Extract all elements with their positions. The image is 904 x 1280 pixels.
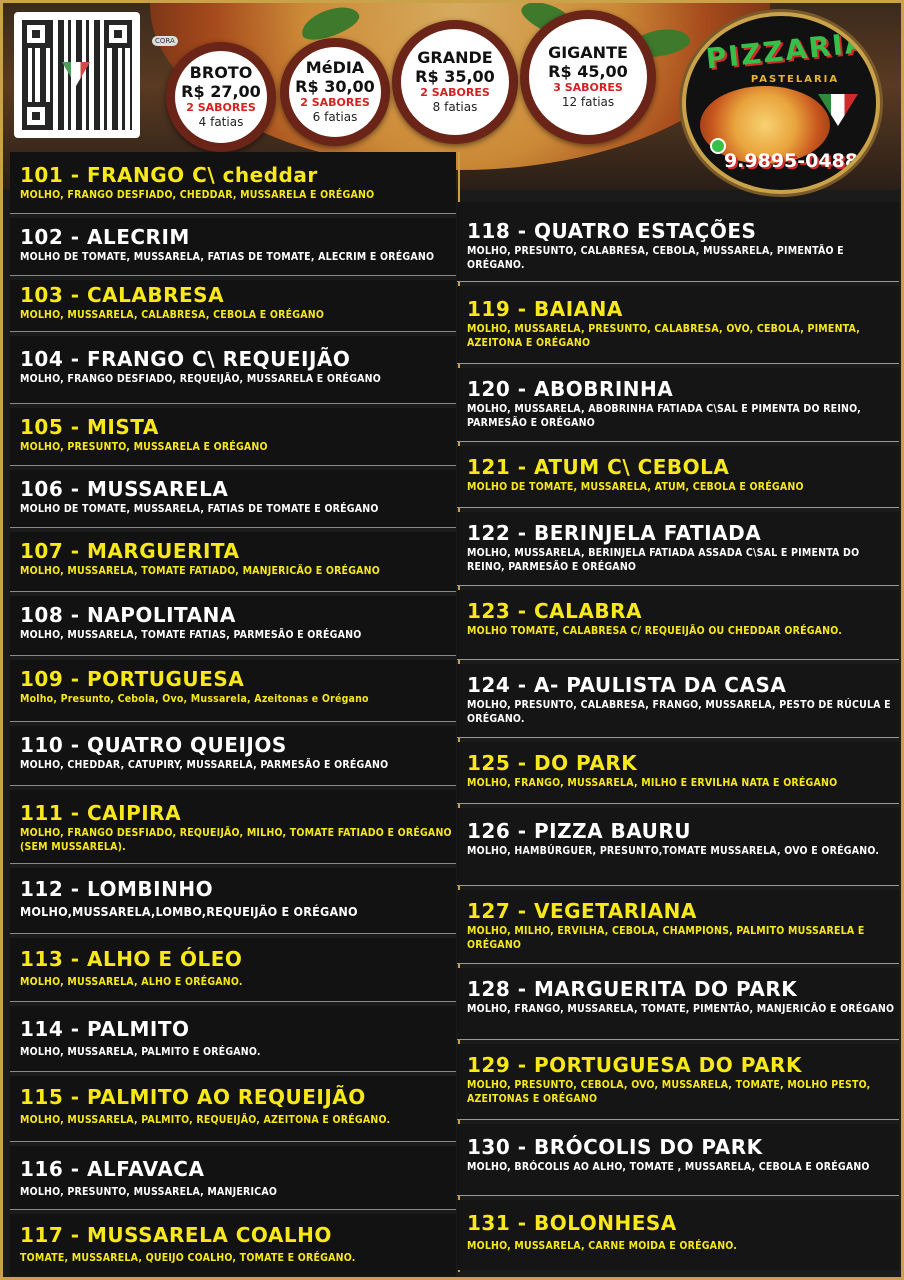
phone-number[interactable]: 9.9895-0488: [723, 150, 859, 172]
qr-caption: CORA: [152, 36, 178, 46]
menu-item-description: MOLHO, MUSSARELA, CALABRESA, CEBOLA E ORÉGANO: [20, 309, 325, 321]
menu-item: [10, 868, 456, 934]
menu-item-description: MOLHO, MUSSARELA, ALHO E ORÉGANO.: [20, 976, 243, 988]
menu-item: [10, 218, 456, 276]
menu-item-description: MOLHO, PRESUNTO, MUSSARELA, MANJERICAO: [20, 1186, 278, 1198]
menu-item: [457, 742, 899, 804]
menu-item-description: MOLHO, MUSSARELA, TOMATE FATIADO, MANJERICÃO E ORÉGANO: [20, 565, 380, 577]
logo-subtitle: PASTELARIA: [750, 74, 840, 85]
menu-item-description: MOLHO DE TOMATE, MUSSARELA, ATUM, CEBOLA E ORÉGANO: [467, 481, 804, 493]
size-name: GIGANTE: [548, 43, 628, 62]
menu-item: [10, 280, 456, 332]
size-price: R$ 35,00: [415, 67, 495, 86]
menu-item-description: MOLHO, PRESUNTO, MUSSARELA E ORÉGANO: [20, 441, 268, 453]
menu-item-description: MOLHO, MUSSARELA, PRESUNTO, CALABRESA, OVO, CEBOLA, PIMENTA, AZEITONA E ORÉGANO: [467, 323, 860, 349]
size-badge-gigante: [520, 10, 656, 144]
size-name: BROTO: [189, 63, 253, 82]
size-price: R$ 45,00: [548, 62, 628, 81]
size-badge-broto: [166, 42, 276, 152]
menu-item-description: MOLHO, BRÓCOLIS AO ALHO, TOMATE , MUSSARELA, CEBOLA E ORÉGANO: [467, 1161, 870, 1173]
size-name: GRANDE: [417, 48, 493, 67]
qr-code-pattern: [22, 20, 132, 130]
menu-item: [10, 152, 456, 214]
size-flavors: 2 SABORES: [300, 96, 370, 109]
menu-item-description: MOLHO, HAMBÚRGUER, PRESUNTO,TOMATE MUSSARELA, OVO E ORÉGANO.: [467, 845, 880, 857]
menu-item-description: MOLHO, MILHO, ERVILHA, CEBOLA, CHAMPIONS, PALMITO MUSSARELA E ORÉGANO: [467, 925, 865, 951]
menu-item-title: 112 - LOMBINHO: [20, 877, 214, 901]
menu-item: [457, 1044, 899, 1120]
menu-item-title: 120 - ABOBRINHA: [467, 377, 674, 401]
menu-item-title: 106 - MUSSARELA: [20, 477, 229, 501]
menu-item: [10, 596, 456, 656]
logo-title: PIZZARIA: [704, 25, 870, 76]
menu-item-description: MOLHO, PRESUNTO, CEBOLA, OVO, MUSSARELA, TOMATE, MOLHO PESTO, AZEITONAS E ORÉGANO: [467, 1079, 871, 1105]
size-flavors: 2 SABORES: [420, 86, 490, 99]
size-flavors: 3 SABORES: [553, 81, 623, 94]
menu-item-title: 130 - BRÓCOLIS DO PARK: [467, 1135, 763, 1159]
menu-item-title: 110 - QUATRO QUEIJOS: [20, 733, 287, 757]
menu-item: [10, 336, 456, 404]
menu-item-title: 116 - ALFAVACA: [20, 1157, 205, 1181]
menu-item: [457, 890, 899, 964]
menu-item-title: 111 - CAIPIRA: [20, 801, 182, 825]
menu-item-description: MOLHO, MUSSARELA, CARNE MOIDA E ORÉGANO.: [467, 1240, 738, 1252]
menu-item: [10, 1146, 456, 1210]
menu-item-title: 101 - FRANGO C\ cheddar: [20, 163, 318, 187]
menu-item: [457, 808, 899, 886]
menu-item: [457, 446, 899, 508]
menu-item-description: MOLHO, PRESUNTO, CALABRESA, FRANGO, MUSSARELA, PESTO DE RÚCULA E ORÉGANO.: [467, 699, 891, 725]
size-slices: 12 fatias: [561, 95, 615, 109]
menu-item-description: MOLHO, CHEDDAR, CATUPIRY, MUSSARELA, PARMESÃO E ORÉGANO: [20, 759, 389, 771]
menu-item-description: MOLHO, MUSSARELA, ABOBRINHA FATIADA C\SAL E PIMENTA DO REINO, PARMESÃO E ORÉGANO: [467, 403, 861, 429]
pizzaria-logo: [682, 12, 880, 194]
menu-item-description: MOLHO,MUSSARELA,LOMBO,REQUEIJÃO E ORÉGANO: [20, 904, 358, 919]
menu-item-title: 126 - PIZZA BAURU: [467, 819, 692, 843]
menu-item-title: 102 - ALECRIM: [20, 225, 190, 249]
menu-item-description: MOLHO, MUSSARELA, PALMITO, REQUEIJÃO, AZEITONA E ORÉGANO.: [20, 1114, 391, 1126]
size-name: MéDIA: [305, 58, 365, 77]
size-badge-grande: [392, 20, 518, 144]
emporio-emblem-icon: [62, 62, 90, 86]
menu-item-description: MOLHO, FRANGO DESFIADO, CHEDDAR, MUSSARELA E ORÉGANO: [20, 189, 375, 201]
menu-item: [10, 790, 456, 864]
menu-item-title: 131 - BOLONHESA: [467, 1211, 677, 1235]
menu-item: [10, 1076, 456, 1142]
menu-item: [457, 512, 899, 586]
menu-item-title: 103 - CALABRESA: [20, 283, 225, 307]
menu-item-title: 118 - QUATRO ESTAÇÕES: [467, 219, 757, 243]
menu-item: [457, 664, 899, 738]
menu-item-title: 109 - PORTUGUESA: [20, 667, 245, 691]
menu-item-description: MOLHO, MUSSARELA, BERINJELA FATIADA ASSADA C\SAL E PIMENTA DO REINO, PARMESÃO E ORÉGANO: [467, 547, 860, 573]
menu-item-title: 125 - DO PARK: [467, 751, 638, 775]
menu-item-description: MOLHO, MUSSARELA, PALMITO E ORÉGANO.: [20, 1046, 261, 1058]
menu-item-description: MOLHO, FRANGO DESFIADO, REQUEIJÃO, MUSSARELA E ORÉGANO: [20, 373, 381, 385]
menu-item-description: MOLHO DE TOMATE, MUSSARELA, FATIAS DE TOMATE, ALECRIM E ORÉGANO: [20, 251, 435, 263]
menu-item-title: 114 - PALMITO: [20, 1017, 190, 1041]
menu-item-description: MOLHO, FRANGO, MUSSARELA, TOMATE, PIMENTÃO, MANJERICÃO E ORÉGANO: [467, 1003, 895, 1015]
size-flavors: 2 SABORES: [186, 101, 256, 114]
menu-item: [10, 1214, 456, 1276]
menu-item: [457, 368, 899, 442]
menu-item: [10, 532, 456, 592]
menu-item-description: Molho, Presunto, Cebola, Ovo, Mussarela, Azeitonas e Orégano: [20, 693, 369, 705]
size-price: R$ 27,00: [181, 82, 261, 101]
qr-code[interactable]: [14, 12, 140, 138]
menu-item-description: TOMATE, MUSSARELA, QUEIJO COALHO, TOMATE E ORÉGANO.: [20, 1252, 356, 1264]
menu-item-title: 105 - MISTA: [20, 415, 159, 439]
menu-item-title: 115 - PALMITO AO REQUEIJÃO: [20, 1085, 366, 1109]
menu-item-title: 123 - CALABRA: [467, 599, 642, 623]
menu-item: [457, 1124, 899, 1196]
menu-item: [10, 1006, 456, 1072]
menu-item-title: 127 - VEGETARIANA: [467, 899, 697, 923]
size-badge-media: [280, 38, 390, 146]
menu-item: [10, 408, 456, 466]
menu-item-title: 129 - PORTUGUESA DO PARK: [467, 1053, 802, 1077]
menu-item-title: 128 - MARGUERITA DO PARK: [467, 977, 798, 1001]
menu-item-title: 122 - BERINJELA FATIADA: [467, 521, 762, 545]
menu-item: [10, 470, 456, 528]
menu-item-description: MOLHO DE TOMATE, MUSSARELA, FATIAS DE TOMATE E ORÉGANO: [20, 503, 379, 515]
menu-item: [457, 286, 899, 364]
menu-item-title: 124 - A- PAULISTA DA CASA: [467, 673, 787, 697]
menu-item-title: 107 - MARGUERITA: [20, 539, 240, 563]
size-slices: 8 fatias: [432, 100, 478, 114]
menu-item-description: MOLHO, FRANGO DESFIADO, REQUEIJÃO, MILHO, TOMATE FATIADO E ORÉGANO (SEM MUSSARELA).: [20, 827, 452, 853]
menu-item-description: MOLHO, FRANGO, MUSSARELA, MILHO E ERVILHA NATA E ORÉGANO: [467, 777, 838, 789]
menu-item-description: MOLHO, PRESUNTO, CALABRESA, CEBOLA, MUSSARELA, PIMENTÃO E ORÉGANO.: [467, 245, 844, 271]
menu-item: [10, 726, 456, 786]
menu-item: [10, 660, 456, 722]
menu-item-title: 121 - ATUM C\ CEBOLA: [467, 455, 730, 479]
menu-item-title: 119 - BAIANA: [467, 297, 623, 321]
menu-item-title: 117 - MUSSARELA COALHO: [20, 1223, 332, 1247]
menu-item: [457, 1200, 899, 1270]
size-price: R$ 30,00: [295, 77, 375, 96]
menu-item-title: 113 - ALHO E ÓLEO: [20, 947, 243, 971]
size-slices: 4 fatias: [198, 115, 244, 129]
size-slices: 6 fatias: [312, 110, 358, 124]
menu-item-title: 108 - NAPOLITANA: [20, 603, 236, 627]
menu-item: [457, 590, 899, 660]
menu-item-title: 104 - FRANGO C\ REQUEIJÃO: [20, 347, 351, 371]
menu-item: [457, 968, 899, 1040]
menu-item-description: MOLHO, MUSSARELA, TOMATE FATIAS, PARMESÃO E ORÉGANO: [20, 629, 362, 641]
menu-item: [457, 202, 899, 282]
menu-item-description: MOLHO TOMATE, CALABRESA C/ REQUEIJÃO OU CHEDDAR ORÉGANO.: [467, 625, 843, 637]
menu-item: [10, 938, 456, 1002]
